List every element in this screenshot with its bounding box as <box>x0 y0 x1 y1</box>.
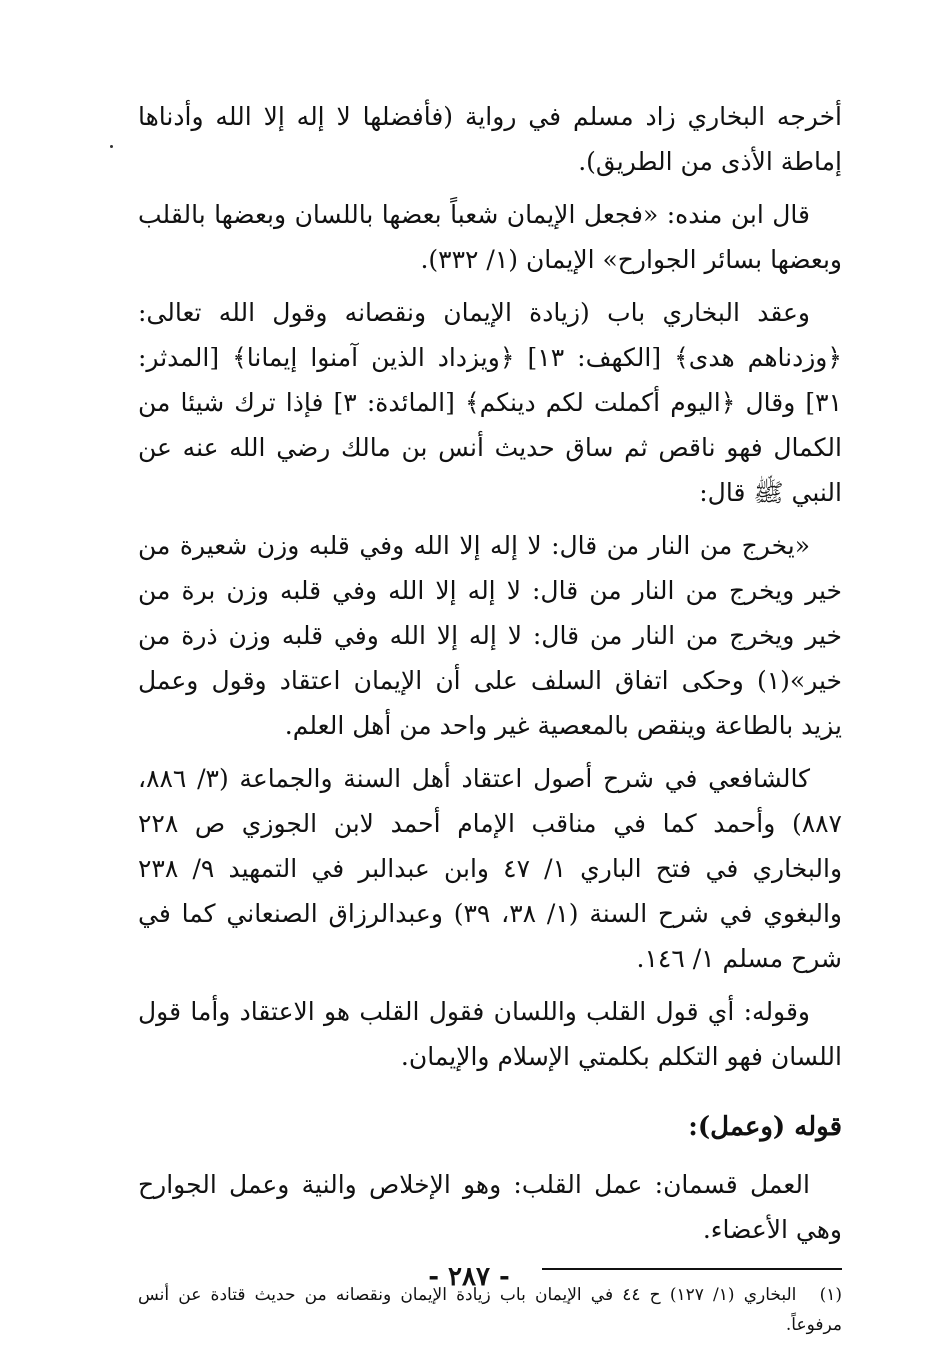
paragraph-5: كالشافعي في شرح أصول اعتقاد أهل السنة والجماعة (٣/ ٨٨٦، ٨٨٧) وأحمد كما في مناقب الإمام أحمد لابن الجوزي ص ٢٢٨ والبخاري في فتح الباري ١/ ٤٧ وابن عبدالبر في التمهيد ٩/ ٢٣٨ والبغوي في شرح السنة (١/ ٣٨، ٣٩) وعبدالرزاق الصنعاني كما في شرح مسلم ١/ ١٤٦. <box>138 764 843 973</box>
footnote-text: البخاري (١/ ١٢٧) ح ٤٤ في الإيمان باب زيادة الإيمان ونقصانه من حديث قتادة عن أنس مرفوعاً. <box>138 1285 842 1335</box>
paragraph-after-heading: العمل قسمان: عمل القلب: وهو الإخلاص والنية وعمل الجوارح وهي الأعضاء. <box>138 1170 842 1244</box>
page-body <box>138 94 842 1340</box>
footnote-number: (١) <box>819 1285 842 1305</box>
paragraph-1: أخرجه البخاري زاد مسلم في رواية (فأفضلها لا إله إلا الله وأدناها إماطة الأذى من الطريق). <box>138 102 842 176</box>
paragraph-2: قال ابن منده: «فجعل الإيمان شعباً بعضها باللسان وبعضها بالقلب وبعضها بسائر الجوارح» الإيمان (١/ ٣٣٢). <box>138 200 842 274</box>
scan-speck <box>110 145 113 148</box>
paragraph-3: وعقد البخاري باب (زيادة الإيمان ونقصانه وقول الله تعالى: ﴿وزدناهم هدى﴾ [الكهف: ١٣] ﴿ويزداد الذين آمنوا إيمانا﴾ [المدثر: ٣١] وقال ﴿اليوم أكملت لكم دينكم﴾ [المائدة: ٣] فإذا ترك شيئا من الكمال فهو ناقص ثم ساق حديث أنس بن مالك رضي الله عنه عن النبي ﷺ قال: <box>138 298 842 507</box>
page-number: - ٢٨٧ - <box>428 1262 510 1292</box>
paragraph-6: وقوله: أي قول القلب واللسان فقول القلب هو الاعتقاد وأما قول اللسان فهو التكلم بكلمتي الإسلام والإيمان. <box>138 997 842 1071</box>
paragraph-4: «يخرج من النار من قال: لا إله إلا الله وفي قلبه وزن شعيرة من خير ويخرج من النار من قال: لا إله إلا الله وفي قلبه وزن برة من خير ويخرج من النار من قال: لا إله إلا الله وفي قلبه وزن ذرة من خير»(١) وحكى اتفاق السلف على أن الإيمان اعتقاد وقول وعمل يزيد بالطاعة وينقص بالمعصية غير واحد من أهل العلم. <box>138 531 842 740</box>
section-heading: قوله (وعمل): <box>688 1112 842 1142</box>
